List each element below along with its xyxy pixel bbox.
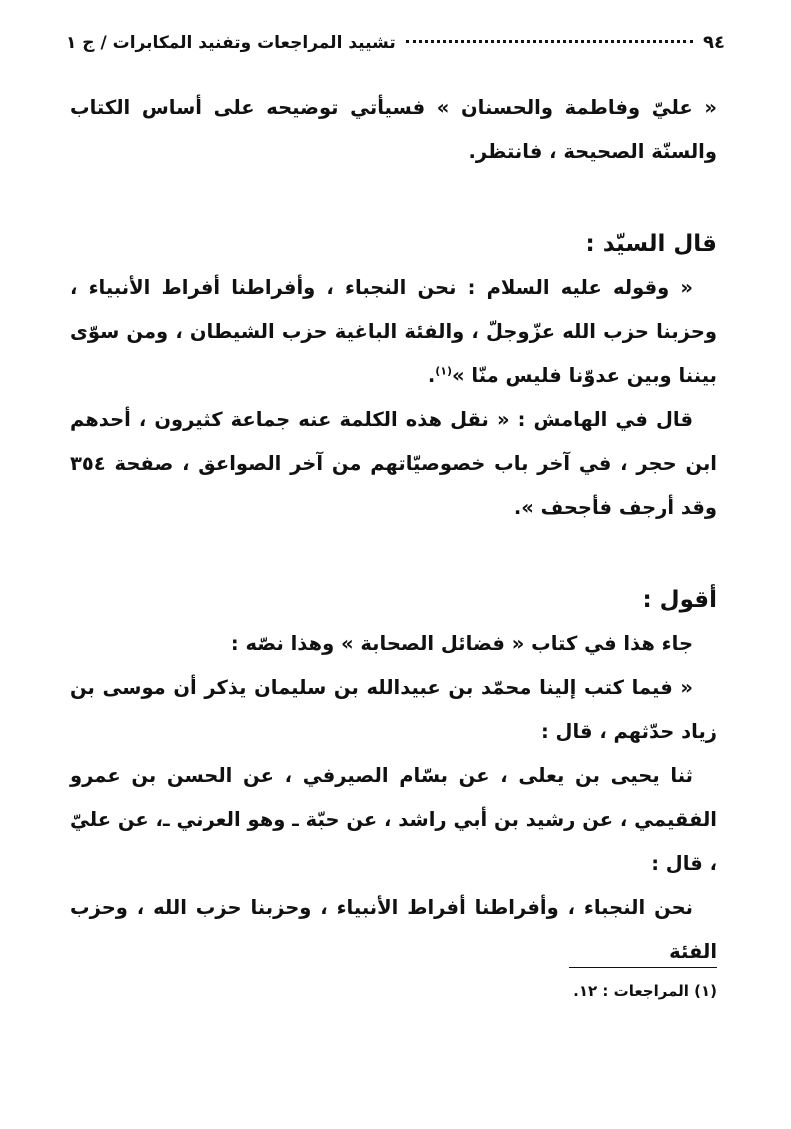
section-heading-aqul: أقول :: [642, 587, 717, 613]
footnote-separator: [569, 967, 717, 968]
running-title: تشييد المراجعات وتفنيد المكابرات / ج ١: [66, 33, 396, 53]
paragraph-narration-intro: « فيما كتب إلينا محمّد بن عبيدالله بن سليمان يذكر أن موسى بن زياد حدّثهم ، قال :: [70, 676, 717, 743]
footnote-marker[interactable]: (١): [435, 364, 453, 378]
paragraph-isnad: ثنا يحيى بن يعلى ، عن بسّام الصيرفي ، عن الحسن بن عمرو الفقيمي ، عن رشيد بن أبي راشد ، عن حبّة ـ وهو العرني ـ، عن عليّ ، قال :: [70, 764, 717, 875]
section-gap: [70, 530, 717, 578]
paragraph-margin-note: قال في الهامش : « نقل هذه الكلمة عنه جماعة كثيرون ، أحدهم ابن حجر ، في آخر باب خصوصيّاتهم من آخر الصواعق ، صفحة ٣٥٤ وقد أرجف فأجحف ».: [70, 408, 717, 519]
paragraph-hadith-text: نحن النجباء ، وأفراطنا أفراط الأنبياء ، وحزبنا حزب الله ، وحزب الفئة: [70, 896, 717, 963]
paragraph-quote: [70, 266, 717, 398]
page-body: [70, 86, 717, 974]
running-header: [66, 32, 725, 58]
section-gap: [70, 174, 717, 222]
page-number: ٩٤: [703, 32, 725, 53]
footnote-1: (١) المراجعات : ١٢.: [573, 982, 717, 1000]
quote-text: « وقوله عليه السلام : نحن النجباء ، وأفراطنا أفراط الأنبياء ، وحزبنا حزب الله عزّوجلّ ، والفئة الباغية حزب الشيطان ، ومن سوّى بيننا وبين عدوّنا فليس منّا »: [70, 276, 717, 387]
section-heading-sayyid: قال السيّد :: [585, 231, 717, 257]
quote-end: .: [427, 364, 436, 387]
paragraph-continuation: « عليّ وفاطمة والحسنان » فسيأتي توضيحه على أساس الكتاب والسنّة الصحيحة ، فانتظر.: [70, 96, 717, 163]
header-dot-leader: [406, 40, 693, 43]
paragraph-source: جاء هذا في كتاب « فضائل الصحابة » وهذا نصّه :: [230, 632, 693, 655]
